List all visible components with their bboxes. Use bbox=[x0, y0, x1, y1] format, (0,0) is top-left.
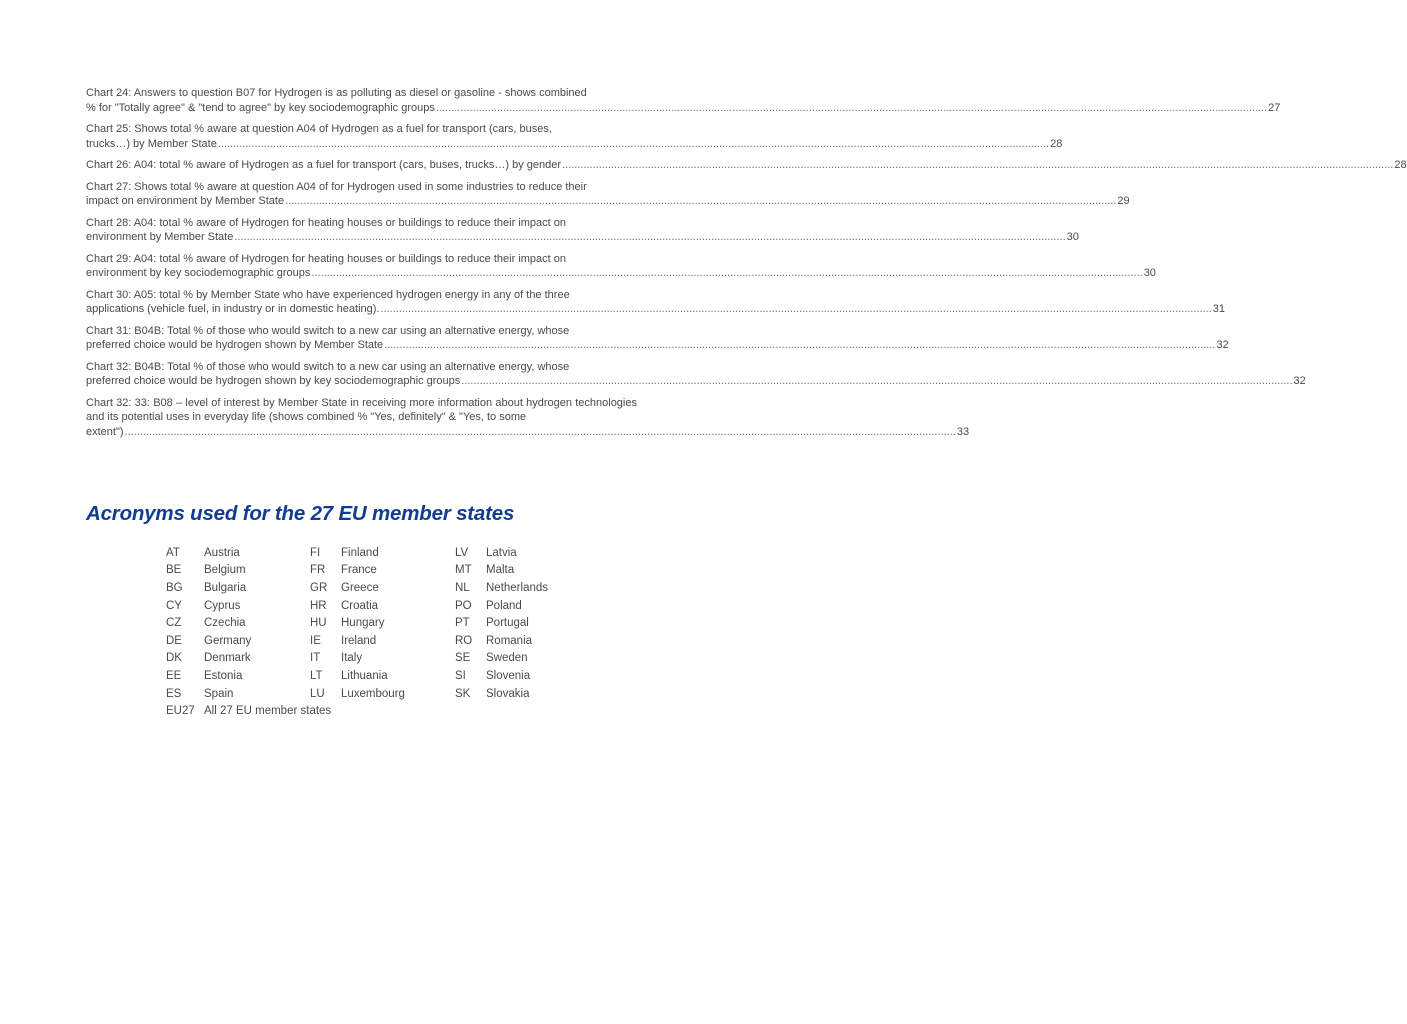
toc-entry-tail: extent") bbox=[86, 425, 124, 438]
country-name: Czechia bbox=[204, 617, 246, 630]
toc-page-number: 32 bbox=[1293, 375, 1306, 387]
table-row bbox=[166, 685, 576, 703]
toc-entry-head: Chart 25: Shows total % aware at question A04 of Hydrogen as a fuel for transport (cars, buses, bbox=[86, 123, 552, 135]
toc-page-number: 28 bbox=[1394, 159, 1407, 171]
country-code: CY bbox=[166, 599, 182, 612]
toc-entry[interactable] bbox=[86, 396, 970, 440]
country-name: France bbox=[341, 564, 377, 577]
country-code: PO bbox=[455, 599, 472, 612]
table-row bbox=[166, 667, 576, 685]
country-name: Italy bbox=[341, 652, 363, 665]
country-code: GR bbox=[310, 581, 328, 594]
country-code: SI bbox=[455, 669, 466, 682]
table-row bbox=[166, 702, 576, 720]
country-code: LV bbox=[455, 546, 469, 559]
country-name: Bulgaria bbox=[204, 581, 247, 594]
toc-page-number: 28 bbox=[1050, 137, 1063, 150]
country-name: Germany bbox=[204, 634, 252, 647]
toc-entry-head: Chart 31: B04B: Total % of those who would switch to a new car using an alternative energy, whose bbox=[86, 324, 570, 337]
country-code: CZ bbox=[166, 617, 182, 630]
toc-entry-tail: environment by Member State bbox=[86, 231, 234, 243]
toc-entry-head: Chart 30: A05: total % by Member State who have experienced hydrogen energy in any of the three bbox=[86, 288, 570, 301]
toc-page-number: 30 bbox=[1143, 267, 1156, 279]
toc-entry[interactable] bbox=[86, 86, 1281, 115]
dot-leader bbox=[461, 374, 1292, 389]
country-code: HR bbox=[310, 599, 327, 612]
country-code: DE bbox=[166, 634, 182, 647]
toc-entry-head: Chart 24: Answers to question B07 for Hydrogen is as polluting as diesel or gasoline - shows combined bbox=[86, 87, 587, 99]
country-name: Estonia bbox=[204, 669, 243, 682]
country-name: Denmark bbox=[204, 652, 251, 665]
country-code: EE bbox=[166, 669, 182, 682]
table-row bbox=[166, 597, 576, 615]
toc-entry[interactable] bbox=[86, 122, 1063, 151]
country-code: LT bbox=[310, 669, 323, 682]
toc-entry-tail: applications (vehicle fuel, in industry or in domestic heating). bbox=[86, 303, 380, 315]
country-name: Netherlands bbox=[486, 581, 549, 594]
toc-page-number: 31 bbox=[1212, 303, 1226, 315]
table-row bbox=[166, 614, 576, 632]
toc-entry-tail: environment by key sociodemographic groups bbox=[86, 267, 311, 279]
table-of-charts bbox=[86, 86, 1407, 446]
country-code: SK bbox=[455, 687, 471, 700]
dot-leader bbox=[218, 137, 1049, 152]
country-name: Ireland bbox=[341, 634, 377, 647]
toc-page-number: 33 bbox=[956, 425, 970, 438]
country-name: Romania bbox=[486, 634, 533, 647]
country-code: RO bbox=[455, 634, 473, 647]
country-name: Austria bbox=[204, 546, 240, 559]
dot-leader bbox=[384, 338, 1215, 353]
toc-entry-head: Chart 29: A04: total % aware of Hydrogen for heating houses or buildings to reduce their impact on bbox=[86, 252, 567, 265]
country-name: Slovakia bbox=[486, 687, 530, 700]
country-code: BG bbox=[166, 581, 183, 594]
toc-page-number: 32 bbox=[1216, 339, 1229, 351]
toc-page-number: 29 bbox=[1117, 195, 1130, 207]
dot-leader bbox=[380, 302, 1211, 317]
dot-leader bbox=[125, 425, 956, 440]
country-code: LU bbox=[310, 687, 325, 700]
toc-entry-tail: preferred choice would be hydrogen shown by key sociodemographic groups bbox=[86, 375, 461, 387]
dot-leader bbox=[562, 158, 1393, 173]
acronyms-heading: Acronyms used for the 27 EU member states bbox=[86, 502, 515, 525]
country-name: Latvia bbox=[486, 546, 517, 559]
toc-entry-tail: % for "Totally agree" & "tend to agree" by key sociodemographic groups bbox=[86, 101, 435, 114]
country-name: Sweden bbox=[486, 652, 528, 665]
country-name: All 27 EU member states bbox=[204, 705, 332, 718]
country-name: Finland bbox=[341, 546, 379, 559]
country-name: Lithuania bbox=[341, 669, 388, 682]
country-name: Cyprus bbox=[204, 599, 241, 612]
country-code: PT bbox=[455, 617, 470, 630]
toc-entry-tail: impact on environment by Member State bbox=[86, 195, 285, 207]
country-name: Slovenia bbox=[486, 669, 531, 682]
country-name: Greece bbox=[341, 581, 379, 594]
country-code: EU27 bbox=[166, 705, 195, 718]
toc-entry[interactable] bbox=[86, 158, 1407, 173]
toc-entry-tail: preferred choice would be hydrogen shown by Member State bbox=[86, 339, 384, 351]
toc-entry[interactable] bbox=[86, 324, 1229, 353]
country-name: Luxembourg bbox=[341, 687, 405, 700]
country-code: NL bbox=[455, 581, 470, 594]
country-code: BE bbox=[166, 564, 182, 577]
table-row bbox=[166, 650, 576, 668]
country-name: Malta bbox=[486, 564, 515, 577]
toc-entry[interactable] bbox=[86, 180, 1130, 209]
country-name: Poland bbox=[486, 599, 522, 612]
dot-leader bbox=[285, 194, 1116, 209]
table-row bbox=[166, 544, 576, 562]
toc-entry[interactable] bbox=[86, 216, 1079, 245]
country-code: AT bbox=[166, 546, 180, 559]
country-code: IT bbox=[310, 652, 321, 665]
table-row bbox=[166, 579, 576, 597]
toc-entry-head: Chart 27: Shows total % aware at question A04 of for Hydrogen used in some industries to reduce their bbox=[86, 180, 587, 193]
country-name: Portugal bbox=[486, 617, 529, 630]
country-code: FR bbox=[310, 564, 326, 577]
dot-leader bbox=[311, 266, 1142, 281]
dot-leader bbox=[436, 101, 1267, 116]
table-row bbox=[166, 632, 576, 650]
country-name: Belgium bbox=[204, 564, 246, 577]
country-name: Croatia bbox=[341, 599, 379, 612]
toc-entry-tail: trucks…) by Member State bbox=[86, 137, 217, 150]
toc-entry[interactable] bbox=[86, 288, 1226, 317]
toc-entry-head: Chart 32: B04B: Total % of those who would switch to a new car using an alternative energy, whose bbox=[86, 360, 570, 373]
toc-entry-head: Chart 28: A04: total % aware of Hydrogen for heating houses or buildings to reduce their impact on bbox=[86, 216, 567, 229]
toc-entry-tail: Chart 26: A04: total % aware of Hydrogen as a fuel for transport (cars, buses, trucks…) by gender bbox=[86, 159, 562, 171]
country-code: MT bbox=[455, 564, 472, 577]
country-code: DK bbox=[166, 652, 182, 665]
toc-entry-head: Chart 32: 33: B08 – level of interest by Member State in receiving more information about hydrogen technologies and its potential uses in everyday life (shows combined % "Yes, definitely" & "Yes, to some bbox=[86, 396, 637, 423]
toc-entry[interactable] bbox=[86, 252, 1156, 281]
country-name: Spain bbox=[204, 687, 234, 700]
table-row bbox=[166, 562, 576, 580]
country-code: SE bbox=[455, 652, 471, 665]
dot-leader bbox=[234, 230, 1065, 245]
country-code: ES bbox=[166, 687, 182, 700]
country-code: HU bbox=[310, 617, 327, 630]
toc-page-number: 27 bbox=[1268, 101, 1281, 114]
acronyms-table bbox=[166, 544, 576, 720]
toc-page-number: 30 bbox=[1066, 231, 1079, 243]
country-code: IE bbox=[310, 634, 321, 647]
toc-entry[interactable] bbox=[86, 360, 1306, 389]
country-name: Hungary bbox=[341, 617, 385, 630]
country-code: FI bbox=[310, 546, 321, 559]
